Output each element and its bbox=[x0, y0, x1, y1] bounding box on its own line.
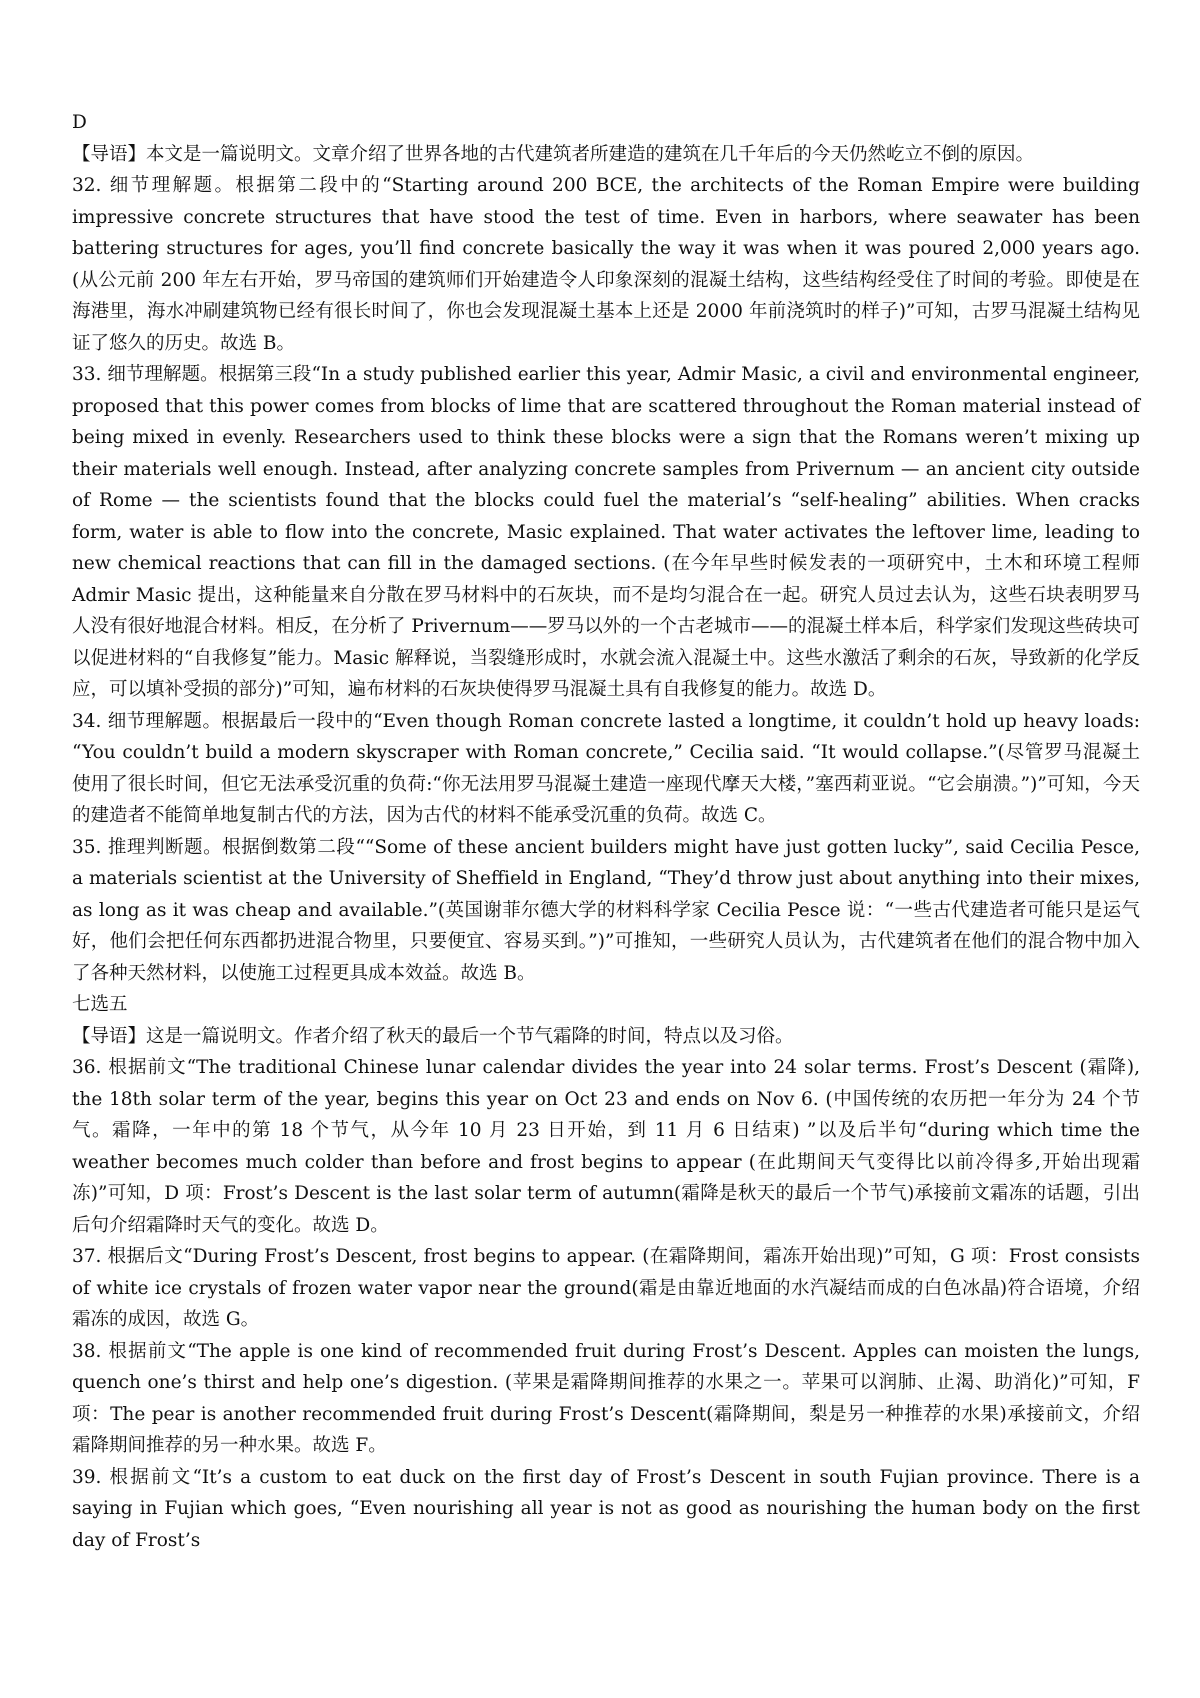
seven-choose-five-section bbox=[72, 989, 1140, 1556]
explanation-33: 33. 细节理解题。根据第三段“In a study published earlier this year, Admir Masic, a civil and environmental engineer, proposed that this power comes from blocks of lime that are scattered throughout the Roman material instead of being mixed in evenly. Researchers used to think these blocks were a sign that the Romans weren’t mixing up their materials well enough. Instead, after analyzing concrete samples from Privernum — an ancient city outside of Rome — the scientists found that the blocks could fuel the material’s “self-healing” abilities. When cracks form, water is able to flow into the concrete, Masic explained. That water activates the leftover lime, leading to new chemical reactions that can fill in the damaged sections. (在今年早些时候发表的一项研究中，土木和环境工程师 Admir Masic 提出，这种能量来自分散在罗马材料中的石灰块，而不是均匀混合在一起。研究人员过去认为，这些石块表明罗马人没有很好地混合材料。相反，在分析了 Privernum——罗马以外的一个古老城市——的混凝土样本后，科学家们发现这些砖块可以促进材料的“自我修复”能力。Masic 解释说，当裂缝形成时，水就会流入混凝土中。这些水激活了剩余的石灰，导致新的化学反应，可以填补受损的部分)”可知，遍布材料的石灰块使得罗马混凝土具有自我修复的能力。故选 D。 bbox=[72, 364, 1140, 700]
section-intro: 【导语】本文是一篇说明文。文章介绍了世界各地的古代建筑者所建造的建筑在几千年后的今天仍然屹立不倒的原因。 bbox=[72, 143, 1035, 165]
explanation-36: 36. 根据前文“The traditional Chinese lunar calendar divides the year into 24 solar terms. Frost’s Descent (霜降), the 18th solar term of the year, begins this year on Oct 23 and ends on Nov 6. (中国传统的农历把一年分为 24 个节气。霜降，一年中的第 18 个节气，从今年 10 月 23 日开始，到 11 月 6 日结束) ”以及后半句“during which time the weather becomes much colder than before and frost begins to appear (在此期间天气变得比以前冷得多,开始出现霜冻)”可知，D 项：Frost’s Descent is the last solar term of autumn(霜降是秋天的最后一个节气)承接前文霜冻的话题，引出后句介绍霜降时天气的变化。故选 D。 bbox=[72, 1057, 1140, 1236]
answer-line: D bbox=[72, 112, 87, 133]
section-heading: 七选五 bbox=[72, 994, 128, 1015]
explanation-32: 32. 细节理解题。根据第二段中的“Starting around 200 BCE, the architects of the Roman Empire were building impressive concrete structures that have stood the test of time. Even in harbors, where seawater has been battering structures for ages, you’ll find concrete basically the way it was when it was poured 2,000 years ago.(从公元前 200 年左右开始，罗马帝国的建筑师们开始建造令人印象深刻的混凝土结构，这些结构经受住了时间的考验。即使是在海港里，海水冲刷建筑物已经有很长时间了，你也会发现混凝土基本上还是 2000 年前浇筑时的样子)”可知，古罗马混凝土结构见证了悠久的历史。故选 B。 bbox=[72, 175, 1140, 354]
explanation-37: 37. 根据后文“During Frost’s Descent, frost begins to appear. (在霜降期间，霜冻开始出现)”可知，G 项：Frost consists of white ice crystals of frozen water vapor near the ground(霜是由靠近地面的水汽凝结而成的白色冰晶)符合语境，介绍霜冻的成因，故选 G。 bbox=[72, 1246, 1140, 1330]
explanation-39: 39. 根据前文“It’s a custom to eat duck on the first day of Frost’s Descent in south Fujian province. There is a saying in Fujian which goes, “Even nourishing all year is not as good as nourishing the human body on the first day of Frost’s bbox=[72, 1466, 1140, 1551]
explanation-38: 38. 根据前文“The apple is one kind of recommended fruit during Frost’s Descent. Apples can moisten the lungs, quench one’s thirst and help one’s digestion. (苹果是霜降期间推荐的水果之一。苹果可以润肺、止渴、助消化)”可知，F 项：The pear is another recommended fruit during Frost’s Descent(霜降期间，梨是另一种推荐的水果)承接前文，介绍霜降期间推荐的另一种水果。故选 F。 bbox=[72, 1340, 1140, 1456]
explanation-34: 34. 细节理解题。根据最后一段中的“Even though Roman concrete lasted a longtime, it couldn’t hold up heavy loads: “You couldn’t build a modern skyscraper with Roman concrete,” Cecilia said. “It would collapse.”(尽管罗马混凝土使用了很长时间，但它无法承受沉重的负荷:“你无法用罗马混凝土建造一座现代摩天大楼，”塞西莉亚说。“它会崩溃。”)”可知，今天的建造者不能简单地复制古代的方法，因为古代的材料不能承受沉重的负荷。故选 C。 bbox=[72, 710, 1140, 826]
document-page bbox=[72, 107, 1140, 1556]
reading-section bbox=[72, 107, 1140, 989]
explanation-35: 35. 推理判断题。根据倒数第二段““Some of these ancient builders might have just gotten lucky”, said Cecilia Pesce, a materials scientist at the University of Sheffield in England, “They’d throw just about anything into their mixes, as long as it was cheap and available.”(英国谢菲尔德大学的材料科学家 Cecilia Pesce 说：“一些古代建造者可能只是运气好，他们会把任何东西都扔进混合物里，只要便宜、容易买到。”)”可推知，一些研究人员认为，古代建筑者在他们的混合物中加入了各种天然材料，以使施工过程更具成本效益。故选 B。 bbox=[72, 836, 1140, 984]
section-intro: 【导语】这是一篇说明文。作者介绍了秋天的最后一个节气霜降的时间，特点以及习俗。 bbox=[72, 1025, 794, 1047]
